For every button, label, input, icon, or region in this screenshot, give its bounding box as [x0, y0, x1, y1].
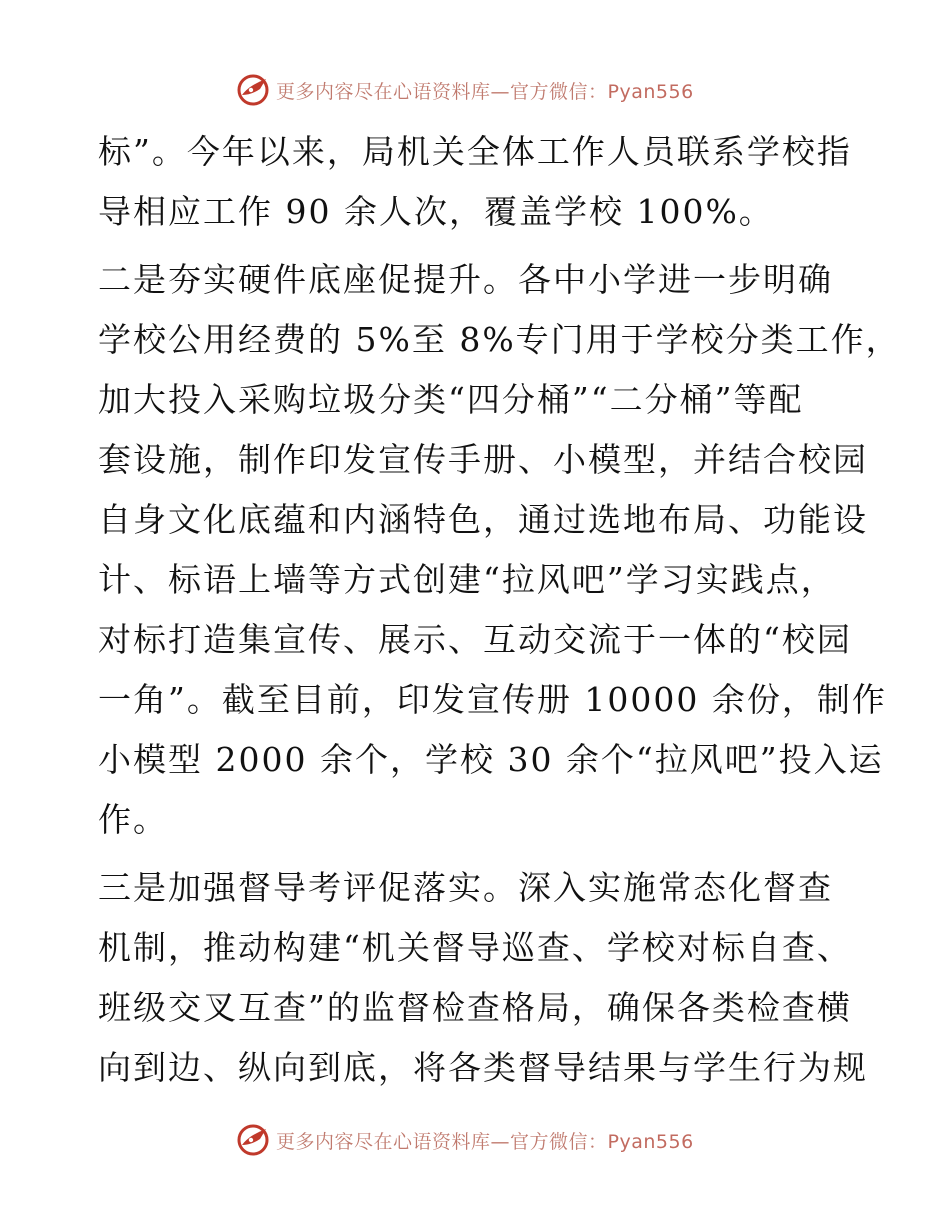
text-line: 向到边、纵向到底，将各类督导结果与学生行为规 — [98, 1048, 868, 1087]
text-line: 三是加强督导考评促落实。深入实施常态化督查 — [98, 868, 833, 907]
text-line: 班级交叉互查”的监督检查格局，确保各类检查横 — [98, 988, 852, 1027]
footer-watermark — [236, 1122, 694, 1158]
text-line: 机制，推动构建“机关督导巡查、学校对标自查、 — [98, 928, 852, 967]
text-line: 学校公用经费的 5%至 8%专门用于学校分类工作， — [98, 320, 901, 359]
text-line: 对标打造集宣传、展示、互动交流于一体的“校园 — [98, 620, 852, 659]
paragraph — [98, 250, 901, 850]
document-body — [98, 122, 901, 1098]
text-line: 标”。今年以来，局机关全体工作人员联系学校指 — [98, 132, 852, 171]
pen-logo-icon — [236, 73, 270, 107]
paragraph — [98, 858, 868, 1098]
pen-logo-icon — [236, 1123, 270, 1157]
text-line: 自身文化底蕴和内涵特色，通过选地布局、功能设 — [98, 500, 868, 539]
text-line: 导相应工作 90 余人次，覆盖学校 100%。 — [98, 192, 774, 231]
header-watermark — [236, 72, 694, 108]
paragraph — [98, 122, 858, 242]
watermark-text: 更多内容尽在心语资料库—官方微信：Pyan556 — [276, 80, 694, 103]
text-line: 小模型 2000 余个，学校 30 余个“拉风吧”投入运 — [98, 740, 884, 779]
paragraph-gap — [98, 242, 858, 250]
text-line: 计、标语上墙等方式创建“拉风吧”学习实践点， — [98, 560, 836, 599]
text-line: 一角”。截至目前，印发宣传册 10000 余份，制作 — [98, 680, 887, 719]
text-line: 二是夯实硬件底座促提升。各中小学进一步明确 — [98, 260, 833, 299]
paragraph-gap — [98, 850, 858, 858]
text-line: 加大投入采购垃圾分类“四分桶”“二分桶”等配 — [98, 380, 804, 419]
text-line: 作。 — [98, 800, 168, 839]
text-line: 套设施，制作印发宣传手册、小模型，并结合校园 — [98, 440, 868, 479]
watermark-text: 更多内容尽在心语资料库—官方微信：Pyan556 — [276, 1130, 694, 1153]
